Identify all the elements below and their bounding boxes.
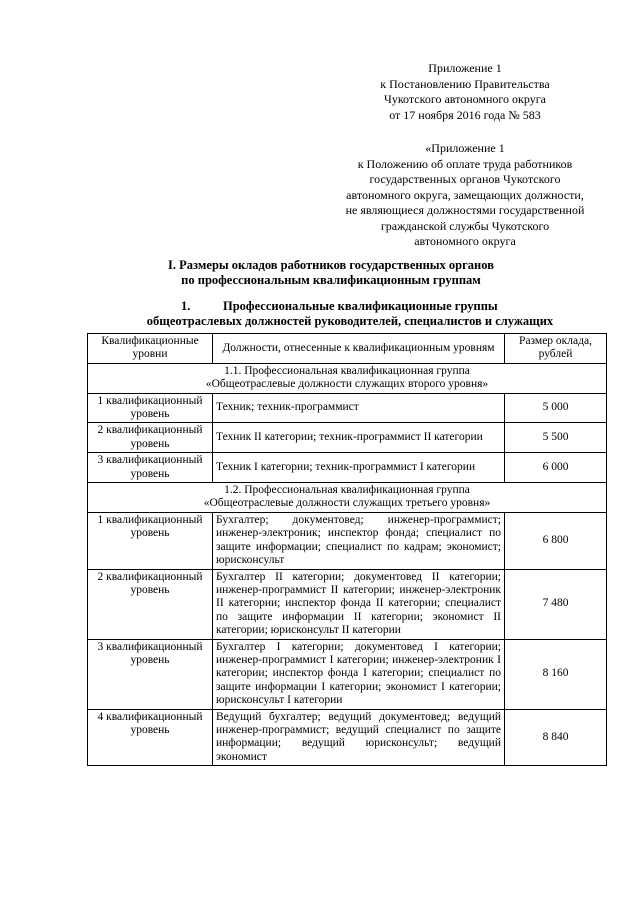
section-heading [96, 258, 566, 288]
table-row [88, 512, 607, 569]
level-cell: 3 квалификационный уровень [88, 639, 213, 709]
table-row [88, 569, 607, 639]
salary-cell: 5 000 [505, 393, 607, 423]
salary-cell: 6 800 [505, 512, 607, 569]
positions-cell: Ведущий бухгалтер; ведущий документовед; ведущий инженер-программист; ведущий специалист по защите информации; ведущий юрисконсульт; ведущий экономист [213, 709, 505, 766]
group-title-cell [88, 363, 607, 393]
positions-cell: Техник; техник-программист [213, 393, 505, 423]
appendix-2-line: автономного округа, замещающих должности, [346, 187, 584, 202]
appendix-1-line: от 17 ноября 2016 года № 583 [389, 107, 541, 122]
section-heading-line: I. Размеры окладов работников государственных органов [168, 258, 494, 272]
appendix-2-line: к Положению об оплате труда работников [357, 156, 573, 171]
group-heading-line-2: общеотраслевых должностей руководителей, специалистов и служащих [146, 314, 554, 328]
header-positions: Должности, отнесенные к квалификационным уровням [213, 334, 505, 364]
appendix-2-line: автономного округа [414, 234, 516, 248]
group-number: 1. [181, 299, 191, 313]
group-title-line: 1.1. Профессиональная квалификационная группа [224, 364, 470, 377]
positions-cell: Техник II категории; техник-программист II категории [213, 423, 505, 453]
group-title: Профессиональные квалификационные группы [223, 299, 498, 313]
header-level: Квалификационные уровни [88, 334, 213, 364]
level-cell: 4 квалификационный уровень [88, 709, 213, 766]
group-row [88, 363, 607, 393]
salary-cell: 7 480 [505, 569, 607, 639]
table-header-row [88, 334, 607, 364]
positions-cell: Техник I категории; техник-программист I категории [213, 453, 505, 483]
table-row [88, 423, 607, 453]
header-salary: Размер оклада, рублей [505, 334, 607, 364]
level-cell: 1 квалификационный уровень [88, 512, 213, 569]
appendix-2-line: не являющиеся должностями государственной [345, 203, 585, 217]
group-title-line: «Общеотраслевые должности служащих второго уровня» [205, 378, 489, 391]
table-row [88, 639, 607, 709]
salary-cell: 8 840 [505, 709, 607, 766]
appendix-1-header [340, 61, 590, 123]
appendix-2-line: государственных органов Чукотского [369, 172, 561, 186]
positions-cell: Бухгалтер; документовед; инженер-программист; инженер-электроник; инспектор фонда; специалист по защите информации; специалист по кадрам; экономист; юрисконсульт [213, 512, 505, 569]
positions-cell: Бухгалтер II категории; документовед II категории; инженер-программист II категории; инженер-электроник II категории; инспектор фонда II категории; специалист по защите информации II категории; экономист II категории; юрисконсульт II категории [213, 569, 505, 639]
appendix-2-header [330, 141, 600, 250]
group-heading [130, 299, 570, 329]
group-title-line: 1.2. Профессиональная квалификационная группа [224, 484, 470, 497]
table-row [88, 709, 607, 766]
group-row [88, 483, 607, 513]
appendix-1-line: к Постановлению Правительства [380, 76, 550, 91]
salary-cell: 6 000 [505, 453, 607, 483]
salary-table [87, 333, 607, 766]
table-row [88, 393, 607, 423]
positions-cell: Бухгалтер I категории; документовед I категории; инженер-программист I категории; инженер-электроник I категории; инспектор фонда I категории; специалист по защите информации I категории; экономист I категории; юрисконсульт I категории [213, 639, 505, 709]
table-row [88, 453, 607, 483]
appendix-2-line: гражданской службы Чукотского [380, 218, 550, 233]
level-cell: 2 квалификационный уровень [88, 423, 213, 453]
appendix-1-line: Приложение 1 [428, 61, 502, 75]
level-cell: 2 квалификационный уровень [88, 569, 213, 639]
appendix-1-line: Чукотского автономного округа [384, 92, 546, 106]
salary-cell: 5 500 [505, 423, 607, 453]
level-cell: 1 квалификационный уровень [88, 393, 213, 423]
level-cell: 3 квалификационный уровень [88, 453, 213, 483]
appendix-2-line: «Приложение 1 [425, 141, 505, 155]
section-heading-line: по профессиональным квалификационным группам [181, 273, 481, 287]
group-title-cell [88, 483, 607, 513]
group-heading-line-1 [130, 299, 570, 314]
salary-cell: 8 160 [505, 639, 607, 709]
group-title-line: «Общеотраслевые должности служащих третьего уровня» [203, 497, 491, 510]
